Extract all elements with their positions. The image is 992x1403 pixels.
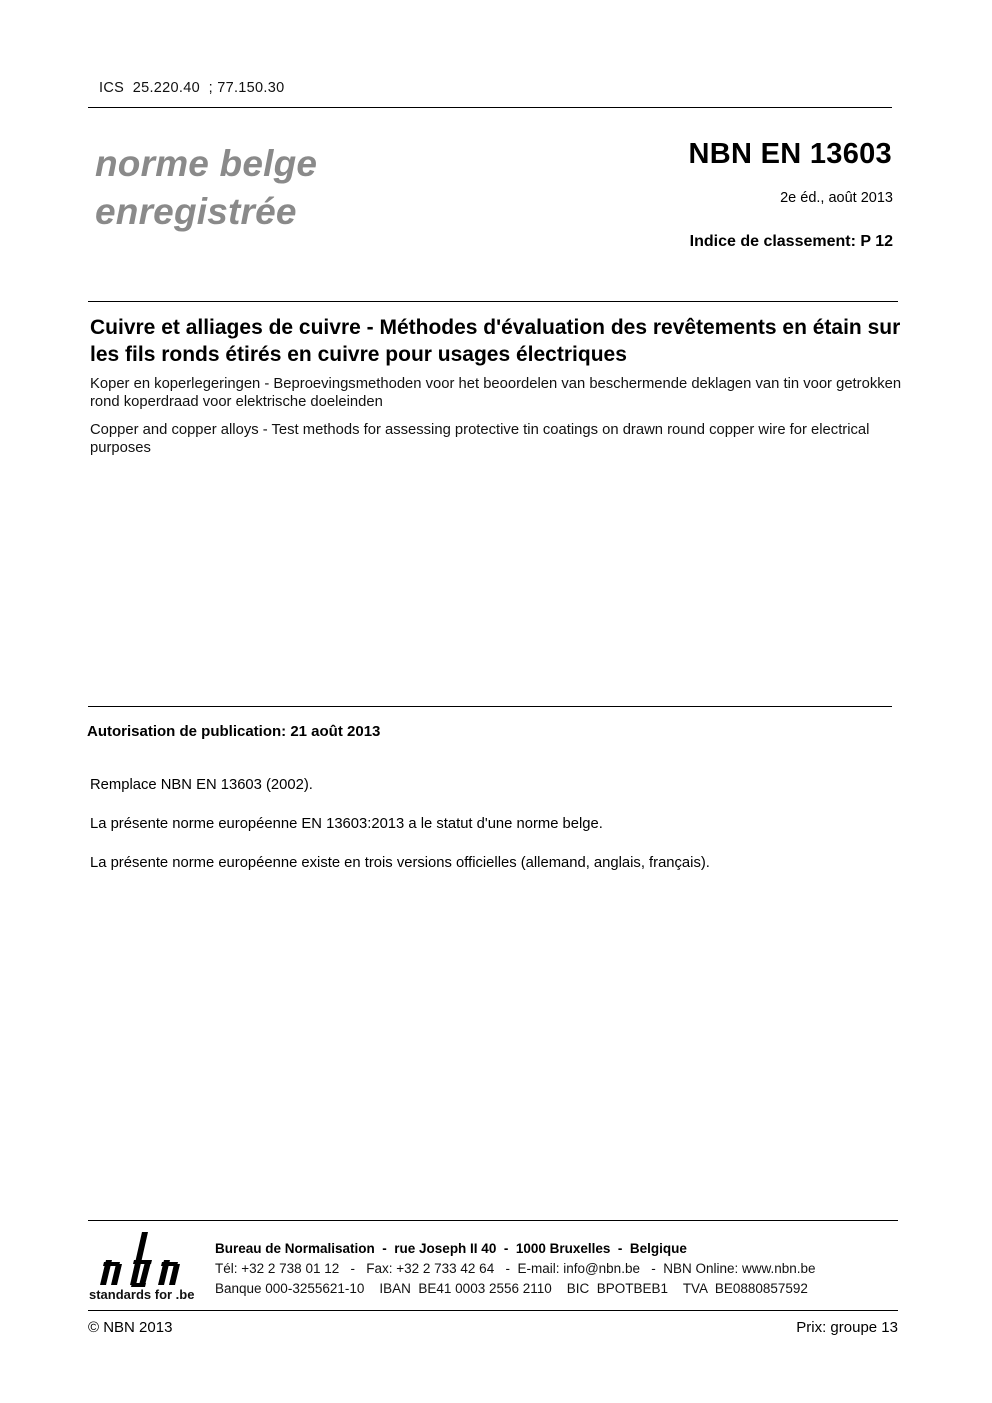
brand-line-2: enregistrée	[95, 191, 297, 232]
publication-authorisation: Autorisation de publication: 21 août 2013	[87, 723, 381, 740]
status-note: La présente norme européenne EN 13603:2013 a le statut d'une norme belge.	[90, 816, 603, 832]
versions-note: La présente norme européenne existe en trois versions officielles (allemand, anglais, français).	[90, 855, 710, 871]
replaces-note: Remplace NBN EN 13603 (2002).	[90, 777, 313, 793]
classification-index: Indice de classement: P 12	[689, 233, 893, 250]
title-divider	[88, 301, 898, 302]
footer-address: Bureau de Normalisation - rue Joseph II 40 - 1000 Bruxelles - Belgique	[215, 1241, 687, 1256]
title-dutch: Koper en koperlegeringen - Beproevingsmethoden voor het beoordelen van beschermende deklagen van tin voor getrokken rond koperdraad voor elektrische doeleinden	[90, 376, 902, 410]
brand-line-1: norme belge	[95, 143, 318, 184]
title-english: Copper and copper alloys - Test methods for assessing protective tin coatings on drawn round copper wire for electrical purposes	[90, 422, 870, 456]
price-group: Prix: groupe 13	[796, 1319, 898, 1336]
publication-divider	[88, 706, 892, 707]
edition-date: 2e éd., août 2013	[780, 190, 893, 206]
top-divider	[88, 107, 892, 108]
logo-tagline: standards for .be	[89, 1287, 195, 1302]
ics-codes: ICS 25.220.40 ; 77.150.30	[99, 80, 285, 96]
standard-number: NBN EN 13603	[688, 138, 892, 170]
footer-bank-details: Banque 000-3255621-10 IBAN BE41 0003 2556 2110 BIC BPOTBEB1 TVA BE0880857592	[215, 1281, 808, 1296]
brand-label	[95, 140, 317, 236]
footer-contact: Tél: +32 2 738 01 12 - Fax: +32 2 733 42 64 - E-mail: info@nbn.be - NBN Online: www.nbn.be	[215, 1261, 816, 1276]
footer-bottom-divider	[88, 1310, 898, 1311]
copyright: © NBN 2013	[88, 1319, 173, 1336]
title-french: Cuivre et alliages de cuivre - Méthodes d'évaluation des revêtements en étain sur les fils ronds étirés en cuivre pour usages électriques	[90, 316, 901, 366]
footer-divider	[88, 1220, 898, 1221]
